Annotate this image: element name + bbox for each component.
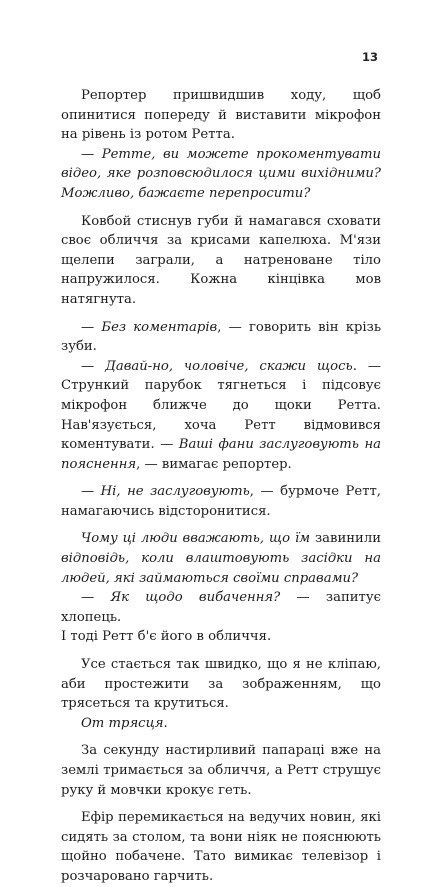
text-run: І тоді Ретт б'є його в обличчя. <box>61 629 272 645</box>
page-number: 13 <box>361 50 378 64</box>
paragraph <box>61 357 381 475</box>
paragraph <box>61 741 381 800</box>
text-run: , — вимагає репортер. <box>136 456 292 472</box>
paragraph <box>61 588 381 627</box>
italic-text: — Давай-но, чоловіче, скажи щось <box>81 358 353 374</box>
text-run: За секунду настирливий папараці вже на землі тримається за обличчя, а Ретт струшує руку й мовчки крокує геть. <box>61 743 381 798</box>
italic-text: Чому ці люди вважають, що їм <box>81 531 315 547</box>
italic-text: — Ні, не заслуговують <box>81 484 250 500</box>
text-run: Усе стається так швидко, що я не кліпаю, аби простежити за зображенням, що трясеться та крутиться. <box>61 657 381 712</box>
italic-text: — Ретте, ви можете прокоментувати відео, яке розповсюдилося цими вихідними? Можливо, бажаєте перепросити? <box>61 146 381 201</box>
text-run: , — говорить він крізь зуби. <box>61 319 382 355</box>
body-text <box>61 86 381 887</box>
italic-text: — Як щодо вибачення? <box>81 590 281 606</box>
paragraph <box>61 655 381 714</box>
paragraph <box>61 318 381 357</box>
paragraph <box>61 86 381 145</box>
text-run: Ковбой стиснув губи й намагався сховати своє обличчя за крисами капелюха. М'язи щелепи заграли, а натреноване тіло напружилося. Кожна кінцівка мов натягнута. <box>61 213 381 307</box>
paragraph <box>61 714 381 734</box>
paragraph <box>61 808 381 886</box>
paragraph <box>61 212 381 310</box>
paragraph <box>61 145 381 204</box>
text-run: Ефір перемикається на ведучих новин, які сидять за столом, та вони ніяк не пояснюють щойно побачене. Тато вимикає телевізор і розчаровано гарчить. <box>61 810 381 884</box>
paragraph <box>61 482 381 521</box>
italic-text: — Без коментарів <box>81 319 218 335</box>
text-run: . — Стрункий парубок тягнеться і підсовує мікрофон ближче до щоки Ретта. Нав'язується, хоча Ретт відмовився коментувати. — <box>61 358 381 453</box>
text-run: — запитує хлопець. <box>61 590 381 625</box>
text-run: Репортер пришвидшив ходу, щоб опинитися попереду й виставити мікрофон на рівень із ротом Ретта. <box>61 88 381 143</box>
italic-text: відповідь, коли влаштовують засідки на людей, які займаються своїми справами? <box>61 551 381 586</box>
text-run: , — бурмоче Ретт, намагаючись відсторонитися. <box>61 484 381 519</box>
paragraph <box>61 627 381 647</box>
italic-text: Ваші фани заслуговують на пояснення <box>61 437 381 472</box>
italic-text: От трясця. <box>81 715 168 731</box>
text-run: завинили <box>314 531 381 547</box>
paragraph <box>61 529 381 588</box>
